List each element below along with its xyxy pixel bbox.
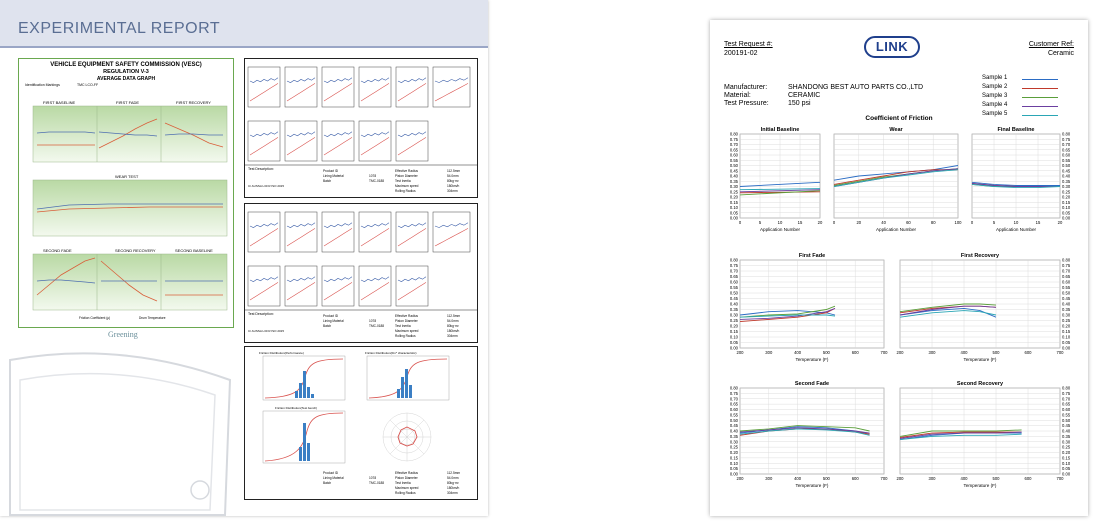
y-tick-label: 0.80 xyxy=(729,131,738,137)
y-tick-label: 0.50 xyxy=(729,417,738,423)
x-tick-label: 15 xyxy=(1035,220,1041,225)
manufacturer-label: Manufacturer: xyxy=(724,84,768,91)
y-tick-label: 0.05 xyxy=(1062,340,1071,345)
spec-value-2: 54.0mm xyxy=(447,319,459,323)
right-report xyxy=(710,20,1088,516)
y-tick-label: 0.05 xyxy=(1062,466,1071,472)
y-tick-label: 0.55 xyxy=(729,157,738,163)
y-tick-label: 0.25 xyxy=(1062,318,1071,323)
spec-key-2: Effective Radius xyxy=(395,471,418,475)
y-tick-label: 0.50 xyxy=(1062,417,1071,423)
y-tick-label: 0.75 xyxy=(1062,136,1071,142)
chart-svg xyxy=(894,250,1080,368)
mini-chart-frame xyxy=(359,121,391,161)
y-tick-label: 0.05 xyxy=(729,340,738,345)
y-tick-label: 0.50 xyxy=(1062,290,1071,296)
x-tick-label: 100 xyxy=(954,220,962,225)
spec-key: Product ID xyxy=(323,471,339,475)
y-tick-label: 0.05 xyxy=(1062,210,1071,216)
y-tick-label: 0.15 xyxy=(729,455,738,461)
spec-key: Batch xyxy=(323,324,332,328)
y-tick-label: 0.25 xyxy=(729,318,738,323)
y-tick-label: 0.70 xyxy=(1062,396,1071,402)
legend-swatch-1 xyxy=(1022,79,1058,80)
mini-chart-frame xyxy=(396,266,428,306)
y-tick-label: 0.75 xyxy=(729,263,738,268)
spec-key-2: Maximum speed xyxy=(395,329,419,333)
spec-key-2: Effective Radius xyxy=(395,314,418,318)
material-value: CERAMIC xyxy=(788,92,821,99)
chart-second-fade xyxy=(720,378,890,494)
y-tick-label: 0.70 xyxy=(1062,142,1071,147)
y-tick-label: 0.45 xyxy=(729,296,738,301)
report-title: EXPERIMENTAL REPORT xyxy=(18,20,221,37)
y-tick-label: 0.25 xyxy=(1062,444,1071,450)
x-tick-label: 400 xyxy=(794,476,802,481)
y-tick-label: 0.10 xyxy=(729,460,738,466)
x-tick-label: 300 xyxy=(765,476,773,481)
spec-key-2: Test Inertia xyxy=(395,179,411,183)
chart-svg xyxy=(966,124,1080,238)
x-tick-label: 0 xyxy=(970,220,974,225)
spec-value-2: 304mm xyxy=(447,189,458,193)
y-tick-label: 0.40 xyxy=(1062,301,1071,307)
test-request-label: Test Request #: xyxy=(724,41,773,48)
y-tick-label: 0.25 xyxy=(1062,189,1071,195)
spec-value-2: 304mm xyxy=(447,334,458,338)
x-axis-label: Temperature (F) xyxy=(795,357,829,362)
y-tick-label: 0.35 xyxy=(1062,178,1071,184)
spec-value-2: 180km/h xyxy=(447,329,460,333)
spec-value: TMC-0188 xyxy=(369,179,385,183)
chart-svg xyxy=(894,378,1080,494)
mini-chart-frame xyxy=(248,121,280,161)
y-tick-label: 0.25 xyxy=(729,444,738,450)
mini-chart-frame xyxy=(248,212,280,252)
ident-label: Identification Markings xyxy=(25,83,60,87)
spec-value-2: 80kg·m² xyxy=(447,481,459,485)
y-tick-label: 0.15 xyxy=(729,199,738,205)
x-tick-label: 700 xyxy=(1056,350,1064,355)
mini-chart-frame xyxy=(396,67,428,107)
brake-pad-watermark xyxy=(0,340,240,520)
chart-initial-baseline xyxy=(720,124,826,238)
x-tick-label: 400 xyxy=(794,350,802,355)
spec-key-2: Rolling Radius xyxy=(395,334,416,338)
mini-chart-frame xyxy=(396,212,428,252)
spec-key: Product ID xyxy=(323,314,339,318)
y-tick-label: 0.10 xyxy=(1062,334,1071,340)
chart-svg xyxy=(720,124,826,238)
spec-value: TMC-0188 xyxy=(369,324,385,328)
y-tick-label: 0.35 xyxy=(1062,433,1071,439)
y-tick-label: 0.05 xyxy=(729,210,738,216)
x-tick-label: 80 xyxy=(930,220,936,225)
chart-svg xyxy=(720,378,890,494)
spec-key: Lining Material xyxy=(323,174,344,178)
x-tick-label: 400 xyxy=(960,476,968,481)
chart-title: Initial Baseline xyxy=(760,127,800,133)
y-tick-label: 0.70 xyxy=(729,268,738,274)
y-tick-label: 0.60 xyxy=(729,152,738,158)
y-tick-label: 0.80 xyxy=(729,385,738,391)
legend-sample-3: Sample 3 xyxy=(982,93,1008,99)
section-second-recovery: SECOND RECOVERY xyxy=(115,248,156,253)
x-axis-label: Application Number xyxy=(875,227,917,232)
chart-svg xyxy=(720,250,890,368)
y-tick-label: 0.80 xyxy=(1062,385,1071,391)
x-tick-label: 5 xyxy=(992,220,996,225)
y-tick-label: 0.55 xyxy=(1062,285,1071,290)
y-tick-label: 0.40 xyxy=(1062,428,1071,434)
legend-friction: Friction Coefficient (μ) xyxy=(79,316,111,320)
test-request-value: 200191-02 xyxy=(724,50,758,57)
page3-std: C\ AUSSA L30 R ISO 2015 xyxy=(248,329,285,333)
x-axis-label: Application Number xyxy=(759,227,801,232)
chart-first-fade xyxy=(720,250,890,368)
x-tick-label: 200 xyxy=(896,350,904,355)
y-tick-label: 0.20 xyxy=(729,194,738,200)
spec-key-2: Piston Diameter xyxy=(395,174,418,178)
chart-main-title: Coefficient of Friction xyxy=(865,115,933,122)
y-tick-label: 0.35 xyxy=(729,178,738,184)
spec-value-2: 112.5mm xyxy=(447,471,461,475)
y-tick-label: 0.00 xyxy=(729,345,738,351)
y-tick-label: 0.65 xyxy=(1062,147,1071,153)
x-axis-label: Temperature (F) xyxy=(963,357,997,362)
spec-value-2: 112.5mm xyxy=(447,169,461,173)
legend-swatch-3 xyxy=(1022,97,1058,98)
y-tick-label: 0.45 xyxy=(1062,423,1071,429)
legend-sample-5: Sample 5 xyxy=(982,111,1008,117)
section-first-recovery: FIRST RECOVERY xyxy=(176,100,211,105)
spec-value-2: 304mm xyxy=(447,491,458,495)
x-tick-label: 20 xyxy=(1057,220,1063,225)
mini-chart-frame xyxy=(285,67,317,107)
section-second-fade: SECOND FADE xyxy=(43,248,72,253)
spec-value: TMC-0188 xyxy=(369,481,385,485)
spec-value-2: 112.5mm xyxy=(447,314,461,318)
mini-chart-frame xyxy=(359,266,391,306)
manufacturer-value: SHANDONG BEST AUTO PARTS CO.,LTD xyxy=(788,84,924,91)
spec-key-2: Effective Radius xyxy=(395,169,418,173)
y-tick-label: 0.80 xyxy=(729,257,738,263)
x-tick-label: 600 xyxy=(851,350,859,355)
y-tick-label: 0.75 xyxy=(1062,263,1071,268)
vesc-heading-2: REGULATION V-3 xyxy=(103,69,149,75)
spec-key-2: Piston Diameter xyxy=(395,476,418,480)
y-tick-label: 0.15 xyxy=(1062,455,1071,461)
y-tick-label: 0.65 xyxy=(729,147,738,153)
mini-chart-frame xyxy=(322,212,354,252)
x-tick-label: 700 xyxy=(1056,476,1064,481)
chart-final-baseline xyxy=(966,124,1080,238)
y-tick-label: 0.30 xyxy=(729,184,738,189)
legend-swatch-4 xyxy=(1022,106,1058,107)
report-page-2 xyxy=(244,58,478,198)
vesc-heading-3: AVERAGE DATA GRAPH xyxy=(96,76,156,82)
mini-chart-frame xyxy=(322,266,354,306)
y-tick-label: 0.45 xyxy=(729,168,738,174)
y-tick-label: 0.55 xyxy=(729,285,738,290)
spec-key-2: Rolling Radius xyxy=(395,491,416,495)
y-tick-label: 0.30 xyxy=(1062,312,1071,318)
mini-chart-frame xyxy=(359,212,391,252)
chart-title: Second Fade xyxy=(794,381,830,387)
chart-title: Final Baseline xyxy=(997,127,1035,133)
spec-value: 1078 xyxy=(369,476,377,480)
legend-swatch-2 xyxy=(1022,88,1058,89)
y-tick-label: 0.00 xyxy=(1062,471,1071,477)
y-tick-label: 0.40 xyxy=(729,173,738,179)
y-tick-label: 0.60 xyxy=(1062,407,1071,412)
mini-chart-frame xyxy=(322,121,354,161)
legend-sample-4: Sample 4 xyxy=(982,102,1008,108)
x-tick-label: 5 xyxy=(758,220,762,225)
spec-value-2: 54.0mm xyxy=(447,476,459,480)
x-axis-label: Temperature (F) xyxy=(963,483,997,488)
chart-wear xyxy=(828,124,964,238)
y-tick-label: 0.10 xyxy=(1062,460,1071,466)
left-report xyxy=(0,0,488,516)
mini-chart-frame xyxy=(322,67,354,107)
spec-key: Product ID xyxy=(323,169,339,173)
y-tick-label: 0.10 xyxy=(729,334,738,340)
x-tick-label: 20 xyxy=(856,220,862,225)
spec-key-2: Maximum speed xyxy=(395,486,419,490)
y-tick-label: 0.75 xyxy=(729,390,738,396)
y-tick-label: 0.80 xyxy=(1062,257,1071,263)
y-tick-label: 0.40 xyxy=(1062,173,1071,179)
y-tick-label: 0.20 xyxy=(729,323,738,329)
x-tick-label: 40 xyxy=(881,220,886,225)
report-page-3 xyxy=(244,203,478,343)
x-tick-label: 15 xyxy=(797,220,803,225)
spec-key: Batch xyxy=(323,481,332,485)
vesc-heading-1: VEHICLE EQUIPMENT SAFETY COMMISSION (VESC) xyxy=(50,62,202,68)
spec-key-2: Maximum speed xyxy=(395,184,419,188)
spec-key: Lining Material xyxy=(323,319,344,323)
link-logo-text: LINK xyxy=(875,39,909,54)
y-tick-label: 0.10 xyxy=(1062,205,1071,210)
spec-value-2: 180km/h xyxy=(447,486,460,490)
y-tick-label: 0.00 xyxy=(729,215,738,221)
y-tick-label: 0.05 xyxy=(729,466,738,472)
chart-svg xyxy=(828,124,964,238)
x-tick-label: 60 xyxy=(906,220,911,225)
y-tick-label: 0.30 xyxy=(729,312,738,318)
chart-title: First Fade xyxy=(798,253,826,259)
report-page-4 xyxy=(244,346,478,500)
material-label: Material: xyxy=(724,92,751,99)
x-tick-label: 500 xyxy=(822,350,830,355)
x-axis-label: Application Number xyxy=(995,227,1037,232)
section-first-baseline: FIRST BASELINE xyxy=(43,100,76,105)
dist-title-1: Friction Distribution(Performance) xyxy=(259,351,304,355)
spec-value-2: 80kg·m² xyxy=(447,179,459,183)
y-tick-label: 0.45 xyxy=(1062,296,1071,301)
y-tick-label: 0.65 xyxy=(1062,274,1071,279)
legend-temperature: Drum Temperature xyxy=(139,316,166,320)
mini-chart-frame xyxy=(359,67,391,107)
spec-value-2: 180km/h xyxy=(447,184,460,188)
spec-value: 1078 xyxy=(369,319,377,323)
y-tick-label: 0.35 xyxy=(729,307,738,312)
x-tick-label: 0 xyxy=(738,220,742,225)
x-tick-label: 20 xyxy=(817,220,823,225)
y-tick-label: 0.70 xyxy=(1062,268,1071,274)
customer-ref-value: Ceramic xyxy=(1047,50,1074,57)
page2-specs xyxy=(323,169,473,195)
x-tick-label: 600 xyxy=(851,476,859,481)
spec-key-2: Test Inertia xyxy=(395,324,411,328)
y-tick-label: 0.50 xyxy=(1062,163,1071,168)
x-tick-label: 500 xyxy=(992,350,1000,355)
x-axis-label: Temperature (F) xyxy=(795,483,829,488)
x-tick-label: 700 xyxy=(880,350,888,355)
y-tick-label: 0.40 xyxy=(729,428,738,434)
spec-key: Batch xyxy=(323,179,332,183)
mini-chart-frame xyxy=(396,121,428,161)
y-tick-label: 0.35 xyxy=(1062,307,1071,312)
spec-key-2: Rolling Radius xyxy=(395,189,416,193)
x-tick-label: 200 xyxy=(736,476,744,481)
page4-specs xyxy=(323,471,473,497)
y-tick-label: 0.00 xyxy=(1062,345,1071,351)
y-tick-label: 0.25 xyxy=(729,189,738,195)
y-tick-label: 0.55 xyxy=(729,412,738,418)
mini-chart-frame xyxy=(433,212,470,252)
vesc-charts xyxy=(19,59,233,327)
y-tick-label: 0.00 xyxy=(729,471,738,477)
section-wear-test: WEAR TEST xyxy=(115,174,139,179)
dist-title-3: Friction Distribution(Test bench) xyxy=(275,406,318,410)
customer-ref-label: Customer Ref: xyxy=(1028,41,1074,48)
y-tick-label: 0.30 xyxy=(1062,439,1071,445)
y-tick-label: 0.55 xyxy=(1062,412,1071,418)
y-tick-label: 0.75 xyxy=(729,136,738,142)
x-tick-label: 300 xyxy=(928,476,936,481)
x-tick-label: 400 xyxy=(960,350,968,355)
x-tick-label: 600 xyxy=(1024,350,1032,355)
dist-title-2: Friction Distribution(Fin* characteristic) xyxy=(365,351,417,355)
x-tick-label: 500 xyxy=(822,476,830,481)
y-tick-label: 0.20 xyxy=(1062,194,1071,200)
page2-test-desc: Test Description: xyxy=(248,167,274,171)
x-tick-label: 600 xyxy=(1024,476,1032,481)
page2-std: C\ AUSSA L30 R ISO 2015 xyxy=(248,184,285,188)
section-first-fade: FIRST FADE xyxy=(116,100,140,105)
x-tick-label: 500 xyxy=(992,476,1000,481)
spec-value-2: 54.0mm xyxy=(447,174,459,178)
chart-title: Wear xyxy=(889,127,903,133)
pressure-value: 150 psi xyxy=(788,100,811,107)
y-tick-label: 0.00 xyxy=(1062,215,1071,221)
vesc-panel xyxy=(18,58,234,328)
x-tick-label: 300 xyxy=(928,350,936,355)
link-logo xyxy=(864,36,920,58)
x-tick-label: 700 xyxy=(880,476,888,481)
y-tick-label: 0.60 xyxy=(1062,152,1071,158)
y-tick-label: 0.70 xyxy=(729,396,738,402)
chart-title: First Recovery xyxy=(960,253,1000,259)
ident-value: TMC LCO-FF xyxy=(77,83,99,87)
greening-logo: Greening xyxy=(108,330,138,339)
y-tick-label: 0.20 xyxy=(729,450,738,455)
mini-chart-frame xyxy=(433,67,470,107)
y-tick-label: 0.45 xyxy=(729,423,738,429)
mini-chart-frame xyxy=(285,266,317,306)
chart-first-recovery xyxy=(894,250,1080,368)
y-tick-label: 0.40 xyxy=(729,301,738,307)
y-tick-label: 0.50 xyxy=(729,163,738,168)
spec-key: Lining Material xyxy=(323,476,344,480)
y-tick-label: 0.10 xyxy=(729,205,738,210)
pressure-label: Test Pressure: xyxy=(724,100,769,107)
x-tick-label: 200 xyxy=(896,476,904,481)
y-tick-label: 0.65 xyxy=(729,401,738,407)
legend-sample-2: Sample 2 xyxy=(982,84,1008,90)
y-tick-label: 0.60 xyxy=(729,279,738,285)
y-tick-label: 0.30 xyxy=(1062,184,1071,189)
spec-value-2: 80kg·m² xyxy=(447,324,459,328)
chart-second-recovery xyxy=(894,378,1080,494)
y-tick-label: 0.60 xyxy=(1062,279,1071,285)
y-tick-label: 0.20 xyxy=(1062,323,1071,329)
x-tick-label: 10 xyxy=(1013,220,1019,225)
y-tick-label: 0.65 xyxy=(1062,401,1071,407)
x-tick-label: 200 xyxy=(736,350,744,355)
y-tick-label: 0.65 xyxy=(729,274,738,279)
mini-chart-frame xyxy=(248,67,280,107)
y-tick-label: 0.75 xyxy=(1062,390,1071,396)
y-tick-label: 0.30 xyxy=(729,439,738,445)
spec-key-2: Piston Diameter xyxy=(395,319,418,323)
page3-test-desc: Test Description: xyxy=(248,312,274,316)
y-tick-label: 0.45 xyxy=(1062,168,1071,174)
y-tick-label: 0.20 xyxy=(1062,450,1071,455)
y-tick-label: 0.15 xyxy=(729,329,738,334)
mini-chart-frame xyxy=(285,212,317,252)
x-tick-label: 10 xyxy=(777,220,783,225)
y-tick-label: 0.70 xyxy=(729,142,738,147)
y-tick-label: 0.15 xyxy=(1062,329,1071,334)
x-tick-label: 0 xyxy=(832,220,836,225)
y-tick-label: 0.50 xyxy=(729,290,738,296)
page3-specs xyxy=(323,314,473,340)
mini-chart-frame xyxy=(285,121,317,161)
chart-title: Second Recovery xyxy=(956,381,1004,387)
mini-chart-frame xyxy=(248,266,280,306)
section-second-baseline: SECOND BASELINE xyxy=(175,248,213,253)
spec-key-2: Test Inertia xyxy=(395,481,411,485)
y-tick-label: 0.15 xyxy=(1062,199,1071,205)
x-tick-label: 300 xyxy=(765,350,773,355)
y-tick-label: 0.55 xyxy=(1062,157,1071,163)
y-tick-label: 0.35 xyxy=(729,433,738,439)
legend-sample-1: Sample 1 xyxy=(982,75,1008,81)
y-tick-label: 0.80 xyxy=(1062,131,1071,137)
spec-value: 1078 xyxy=(369,174,377,178)
y-tick-label: 0.60 xyxy=(729,407,738,412)
